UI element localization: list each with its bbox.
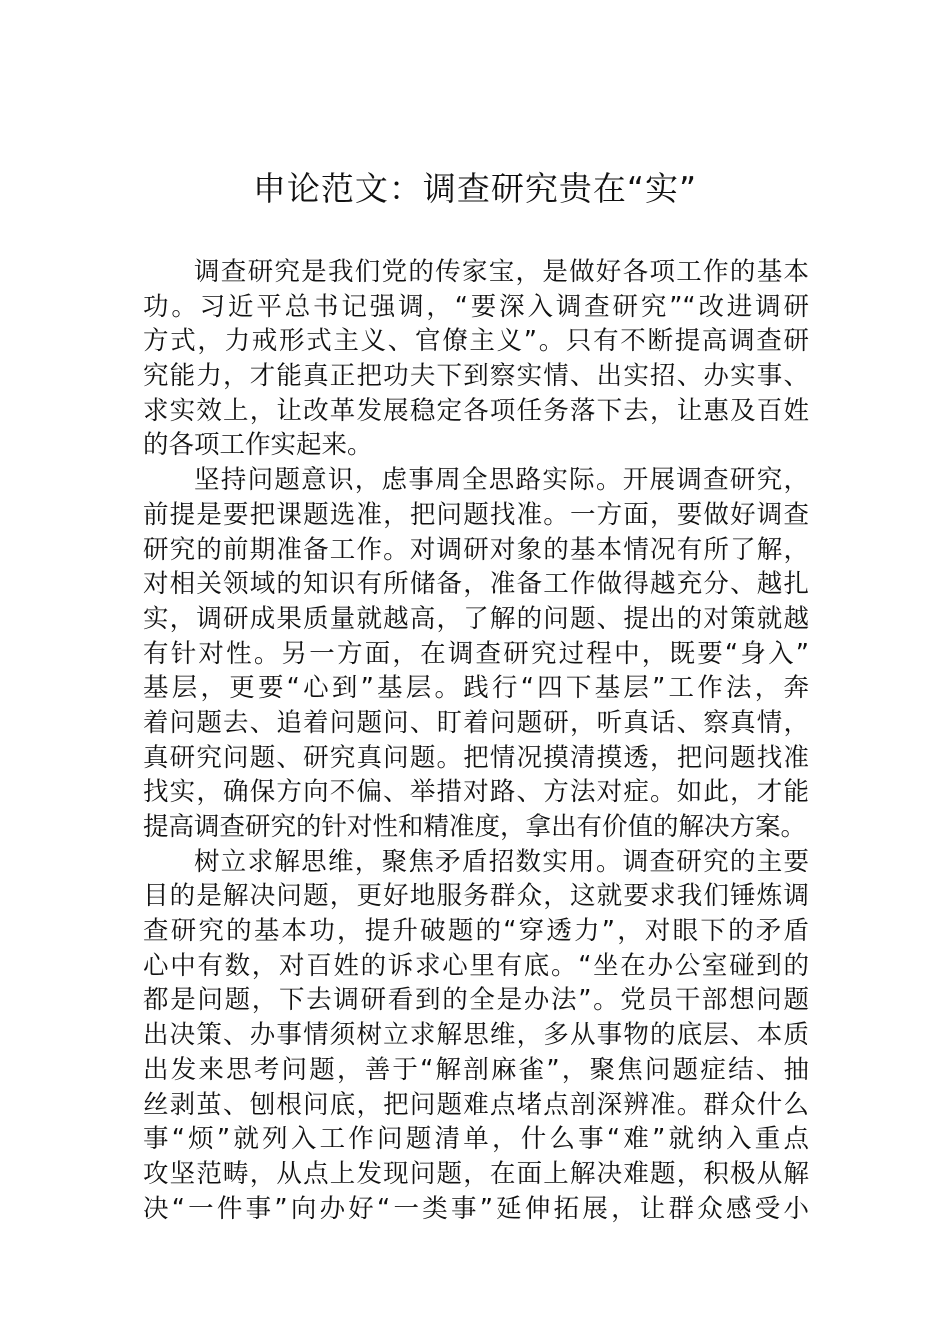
text-line: 方式，力戒形式主义、官僚主义”。只有不断提高调查研 (143, 326, 809, 357)
text-line: 求实效上，让改革发展稳定各项任务落下去，让惠及百姓 (143, 395, 809, 426)
text-line: 提高调查研究的针对性和精准度，拿出有价值的解决方案。 (143, 812, 807, 842)
text-line: 有针对性。另一方面，在调查研究过程中，既要“身入” (143, 638, 809, 669)
paragraph (143, 255, 809, 463)
text-line: 攻坚范畴，从点上发现问题，在面上解决难题，积极从解 (143, 1158, 809, 1189)
text-line: 前提是要把课题选准，把问题找准。一方面，要做好调查 (143, 499, 809, 530)
text-line: 着问题去、追着问题问、盯着问题研，听真话、察真情， (143, 707, 809, 738)
document-body (143, 255, 809, 1226)
text-line: 对相关领域的知识有所储备，准备工作做得越充分、越扎 (143, 569, 809, 600)
text-line: 真研究问题、研究真问题。把情况摸清摸透，把问题找准 (143, 742, 809, 773)
document-title: 申论范文：调查研究贵在“实” (252, 169, 698, 208)
text-line: 出发来思考问题，善于“解剖麻雀”，聚焦问题症结、抽 (143, 1054, 809, 1085)
text-line: 研究的前期准备工作。对调研对象的基本情况有所了解， (143, 534, 809, 565)
text-line: 究能力，才能真正把功夫下到察实情、出实招、办实事、 (143, 361, 809, 392)
text-line: 找实，确保方向不偏、举措对路、方法对症。如此，才能 (143, 777, 809, 808)
text-line: 查研究的基本功，提升破题的“穿透力”，对眼下的矛盾 (143, 916, 809, 947)
text-line: 目的是解决问题，更好地服务群众，这就要求我们锤炼调 (143, 881, 809, 912)
text-line: 坚持问题意识，虑事周全思路实际。开展调查研究， (194, 465, 809, 496)
paragraph (143, 463, 809, 845)
text-line: 事“烦”就列入工作问题清单，什么事“难”就纳入重点 (143, 1124, 809, 1155)
text-line: 都是问题，下去调研看到的全是办法”。党员干部想问题 (143, 985, 809, 1016)
text-line: 心中有数，对百姓的诉求心里有底。“坐在办公室碰到的 (143, 950, 809, 981)
text-line: 调查研究是我们党的传家宝，是做好各项工作的基本 (194, 257, 809, 287)
text-line: 实，调研成果质量就越高，了解的问题、提出的对策就越 (143, 603, 809, 634)
text-line: 基层，更要“心到”基层。践行“四下基层”工作法，奔 (143, 673, 809, 704)
text-line: 树立求解思维，聚焦矛盾招数实用。调查研究的主要 (194, 846, 809, 877)
text-line: 出决策、办事情须树立求解思维，多从事物的底层、本质 (143, 1020, 809, 1051)
paragraph (143, 845, 809, 1227)
text-line: 决“一件事”向办好“一类事”延伸拓展，让群众感受小 (143, 1193, 809, 1224)
text-line: 丝剥茧、刨根问底，把问题难点堵点剖深辨准。群众什么 (143, 1089, 809, 1120)
text-line: 功。习近平总书记强调，“要深入调查研究”“改进调研 (143, 291, 809, 322)
text-line: 的各项工作实起来。 (143, 430, 373, 461)
